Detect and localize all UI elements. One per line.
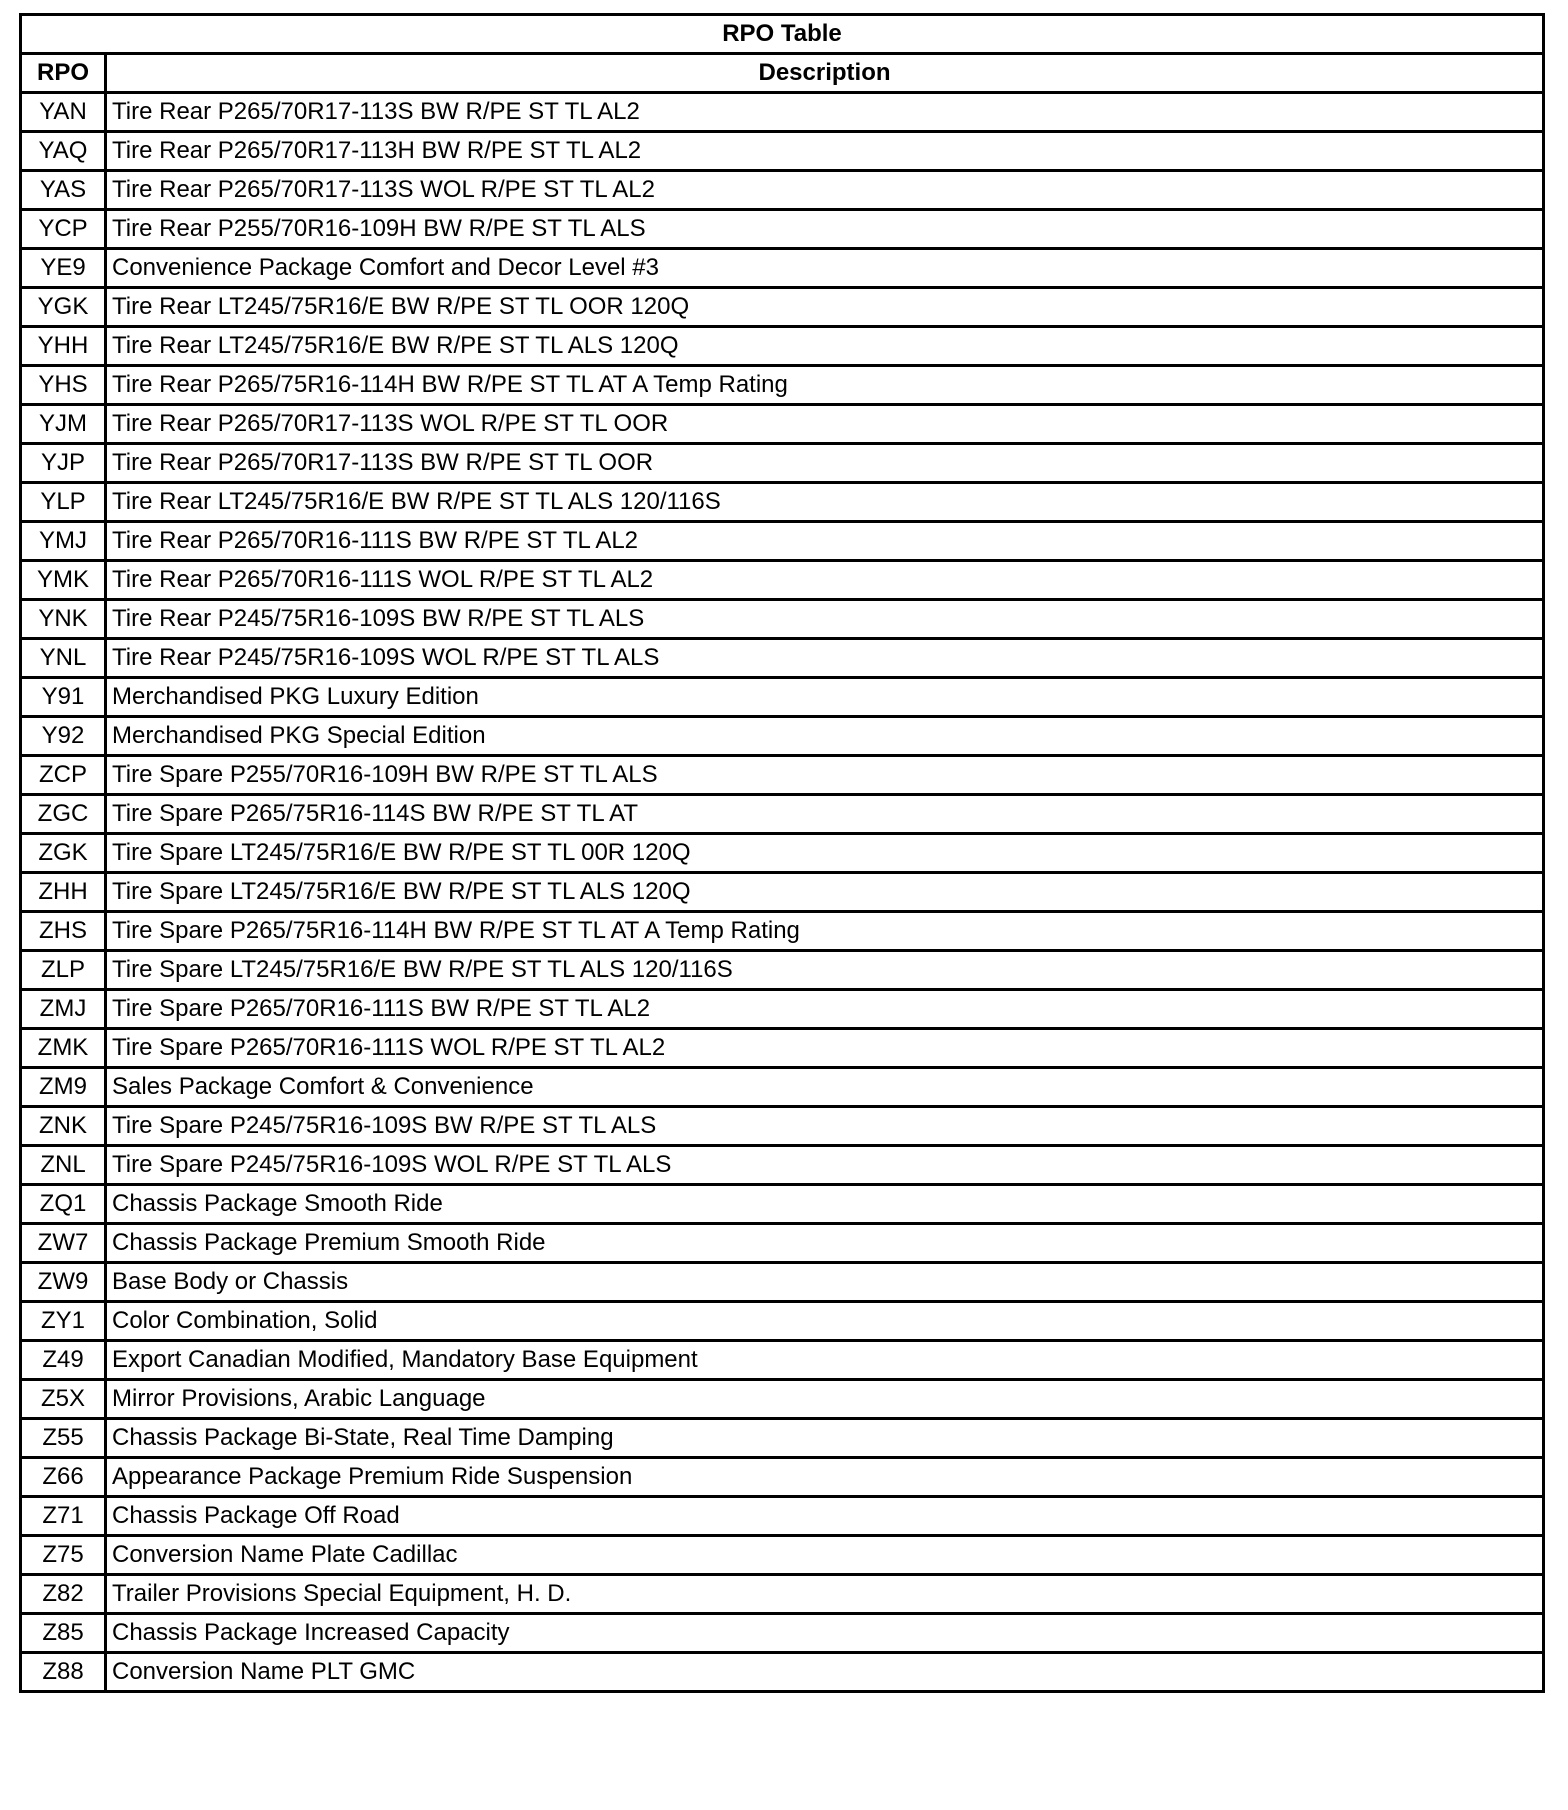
rpo-description-cell: Tire Spare LT245/75R16/E BW R/PE ST TL 00R 120Q <box>106 834 1544 873</box>
rpo-code-cell: Z71 <box>21 1497 106 1536</box>
rpo-description-cell: Tire Spare P265/75R16-114H BW R/PE ST TL AT A Temp Rating <box>106 912 1544 951</box>
table-row <box>21 834 1544 873</box>
rpo-code-cell: Z75 <box>21 1536 106 1575</box>
rpo-description-cell: Chassis Package Bi-State, Real Time Damping <box>106 1419 1544 1458</box>
rpo-code-cell: ZY1 <box>21 1302 106 1341</box>
rpo-table <box>19 13 1545 1693</box>
rpo-code-cell: YCP <box>21 210 106 249</box>
table-row <box>21 717 1544 756</box>
rpo-description-cell: Tire Rear LT245/75R16/E BW R/PE ST TL OOR 120Q <box>106 288 1544 327</box>
rpo-description-cell: Tire Rear P265/70R17-113S WOL R/PE ST TL AL2 <box>106 171 1544 210</box>
rpo-description-cell: Chassis Package Premium Smooth Ride <box>106 1224 1544 1263</box>
table-row <box>21 1536 1544 1575</box>
rpo-code-cell: YHH <box>21 327 106 366</box>
table-row <box>21 639 1544 678</box>
rpo-code-cell: YE9 <box>21 249 106 288</box>
rpo-description-cell: Tire Spare P245/75R16-109S WOL R/PE ST TL ALS <box>106 1146 1544 1185</box>
rpo-code-cell: ZNL <box>21 1146 106 1185</box>
rpo-description-cell: Tire Spare P265/70R16-111S BW R/PE ST TL AL2 <box>106 990 1544 1029</box>
rpo-description-cell: Color Combination, Solid <box>106 1302 1544 1341</box>
table-row <box>21 327 1544 366</box>
table-row <box>21 1653 1544 1692</box>
table-row <box>21 951 1544 990</box>
table-row <box>21 249 1544 288</box>
rpo-description-cell: Tire Rear P265/70R17-113S BW R/PE ST TL OOR <box>106 444 1544 483</box>
table-row <box>21 1419 1544 1458</box>
table-row <box>21 210 1544 249</box>
rpo-description-cell: Chassis Package Smooth Ride <box>106 1185 1544 1224</box>
table-row <box>21 1068 1544 1107</box>
rpo-code-cell: YNL <box>21 639 106 678</box>
rpo-code-cell: Z5X <box>21 1380 106 1419</box>
table-row <box>21 1185 1544 1224</box>
rpo-code-cell: ZNK <box>21 1107 106 1146</box>
rpo-description-cell: Trailer Provisions Special Equipment, H. D. <box>106 1575 1544 1614</box>
rpo-code-cell: ZQ1 <box>21 1185 106 1224</box>
table-row <box>21 795 1544 834</box>
table-row <box>21 522 1544 561</box>
rpo-description-cell: Tire Rear P265/70R17-113S WOL R/PE ST TL OOR <box>106 405 1544 444</box>
table-row <box>21 1029 1544 1068</box>
rpo-description-cell: Appearance Package Premium Ride Suspension <box>106 1458 1544 1497</box>
rpo-code-cell: ZW9 <box>21 1263 106 1302</box>
rpo-code-cell: YAN <box>21 93 106 132</box>
rpo-description-cell: Tire Rear LT245/75R16/E BW R/PE ST TL ALS 120Q <box>106 327 1544 366</box>
rpo-code-cell: Z82 <box>21 1575 106 1614</box>
rpo-code-cell: ZGC <box>21 795 106 834</box>
table-row <box>21 990 1544 1029</box>
rpo-description-cell: Base Body or Chassis <box>106 1263 1544 1302</box>
rpo-code-cell: YAS <box>21 171 106 210</box>
rpo-code-cell: YJP <box>21 444 106 483</box>
table-row <box>21 678 1544 717</box>
table-row <box>21 756 1544 795</box>
rpo-code-cell: YMJ <box>21 522 106 561</box>
rpo-description-cell: Tire Spare P265/75R16-114S BW R/PE ST TL AT <box>106 795 1544 834</box>
rpo-description-cell: Merchandised PKG Luxury Edition <box>106 678 1544 717</box>
table-row <box>21 1497 1544 1536</box>
rpo-description-cell: Tire Spare P245/75R16-109S BW R/PE ST TL ALS <box>106 1107 1544 1146</box>
rpo-description-cell: Tire Rear P265/70R16-111S WOL R/PE ST TL AL2 <box>106 561 1544 600</box>
rpo-description-cell: Mirror Provisions, Arabic Language <box>106 1380 1544 1419</box>
rpo-code-cell: YGK <box>21 288 106 327</box>
rpo-description-cell: Chassis Package Off Road <box>106 1497 1544 1536</box>
table-row <box>21 1302 1544 1341</box>
header-row <box>21 54 1544 93</box>
rpo-description-cell: Tire Rear P245/75R16-109S BW R/PE ST TL ALS <box>106 600 1544 639</box>
table-row <box>21 873 1544 912</box>
header-description: Description <box>106 54 1544 93</box>
rpo-description-cell: Convenience Package Comfort and Decor Level #3 <box>106 249 1544 288</box>
rpo-code-cell: Z66 <box>21 1458 106 1497</box>
rpo-code-cell: YLP <box>21 483 106 522</box>
rpo-code-cell: Y92 <box>21 717 106 756</box>
title-row <box>21 15 1544 54</box>
table-row <box>21 912 1544 951</box>
rpo-code-cell: YJM <box>21 405 106 444</box>
rpo-code-cell: Z49 <box>21 1341 106 1380</box>
rpo-description-cell: Conversion Name Plate Cadillac <box>106 1536 1544 1575</box>
rpo-code-cell: ZCP <box>21 756 106 795</box>
rpo-code-cell: ZM9 <box>21 1068 106 1107</box>
rpo-description-cell: Tire Spare LT245/75R16/E BW R/PE ST TL ALS 120/116S <box>106 951 1544 990</box>
table-row <box>21 1341 1544 1380</box>
rpo-description-cell: Tire Rear P265/70R17-113S BW R/PE ST TL AL2 <box>106 93 1544 132</box>
rpo-description-cell: Tire Spare P255/70R16-109H BW R/PE ST TL ALS <box>106 756 1544 795</box>
rpo-code-cell: ZW7 <box>21 1224 106 1263</box>
rpo-code-cell: YHS <box>21 366 106 405</box>
table-row <box>21 171 1544 210</box>
rpo-description-cell: Tire Rear LT245/75R16/E BW R/PE ST TL ALS 120/116S <box>106 483 1544 522</box>
rpo-code-cell: ZMK <box>21 1029 106 1068</box>
rpo-description-cell: Tire Rear P255/70R16-109H BW R/PE ST TL ALS <box>106 210 1544 249</box>
table-row <box>21 561 1544 600</box>
rpo-code-cell: ZMJ <box>21 990 106 1029</box>
rpo-code-cell: Z88 <box>21 1653 106 1692</box>
table-row <box>21 288 1544 327</box>
rpo-description-cell: Tire Rear P265/75R16-114H BW R/PE ST TL AT A Temp Rating <box>106 366 1544 405</box>
table-row <box>21 444 1544 483</box>
table-row <box>21 1146 1544 1185</box>
rpo-description-cell: Merchandised PKG Special Edition <box>106 717 1544 756</box>
rpo-description-cell: Sales Package Comfort & Convenience <box>106 1068 1544 1107</box>
rpo-description-cell: Tire Rear P265/70R17-113H BW R/PE ST TL AL2 <box>106 132 1544 171</box>
table-row <box>21 1224 1544 1263</box>
rpo-description-cell: Tire Rear P265/70R16-111S BW R/PE ST TL AL2 <box>106 522 1544 561</box>
table-body <box>21 93 1544 1692</box>
rpo-description-cell: Conversion Name PLT GMC <box>106 1653 1544 1692</box>
rpo-code-cell: ZLP <box>21 951 106 990</box>
rpo-code-cell: ZHH <box>21 873 106 912</box>
rpo-description-cell: Chassis Package Increased Capacity <box>106 1614 1544 1653</box>
rpo-code-cell: YAQ <box>21 132 106 171</box>
table-row <box>21 405 1544 444</box>
rpo-code-cell: YMK <box>21 561 106 600</box>
table-row <box>21 1380 1544 1419</box>
rpo-description-cell: Export Canadian Modified, Mandatory Base Equipment <box>106 1341 1544 1380</box>
rpo-code-cell: ZGK <box>21 834 106 873</box>
table-row <box>21 1263 1544 1302</box>
table-row <box>21 1458 1544 1497</box>
table-row <box>21 1107 1544 1146</box>
table-row <box>21 1575 1544 1614</box>
table-row <box>21 600 1544 639</box>
table-row <box>21 366 1544 405</box>
rpo-description-cell: Tire Rear P245/75R16-109S WOL R/PE ST TL ALS <box>106 639 1544 678</box>
rpo-code-cell: Z55 <box>21 1419 106 1458</box>
rpo-description-cell: Tire Spare P265/70R16-111S WOL R/PE ST TL AL2 <box>106 1029 1544 1068</box>
table-row <box>21 1614 1544 1653</box>
table-row <box>21 483 1544 522</box>
rpo-code-cell: Z85 <box>21 1614 106 1653</box>
table-row <box>21 93 1544 132</box>
rpo-code-cell: YNK <box>21 600 106 639</box>
rpo-code-cell: Y91 <box>21 678 106 717</box>
header-rpo: RPO <box>21 54 106 93</box>
table-row <box>21 132 1544 171</box>
rpo-description-cell: Tire Spare LT245/75R16/E BW R/PE ST TL ALS 120Q <box>106 873 1544 912</box>
rpo-code-cell: ZHS <box>21 912 106 951</box>
table-title: RPO Table <box>21 15 1544 54</box>
